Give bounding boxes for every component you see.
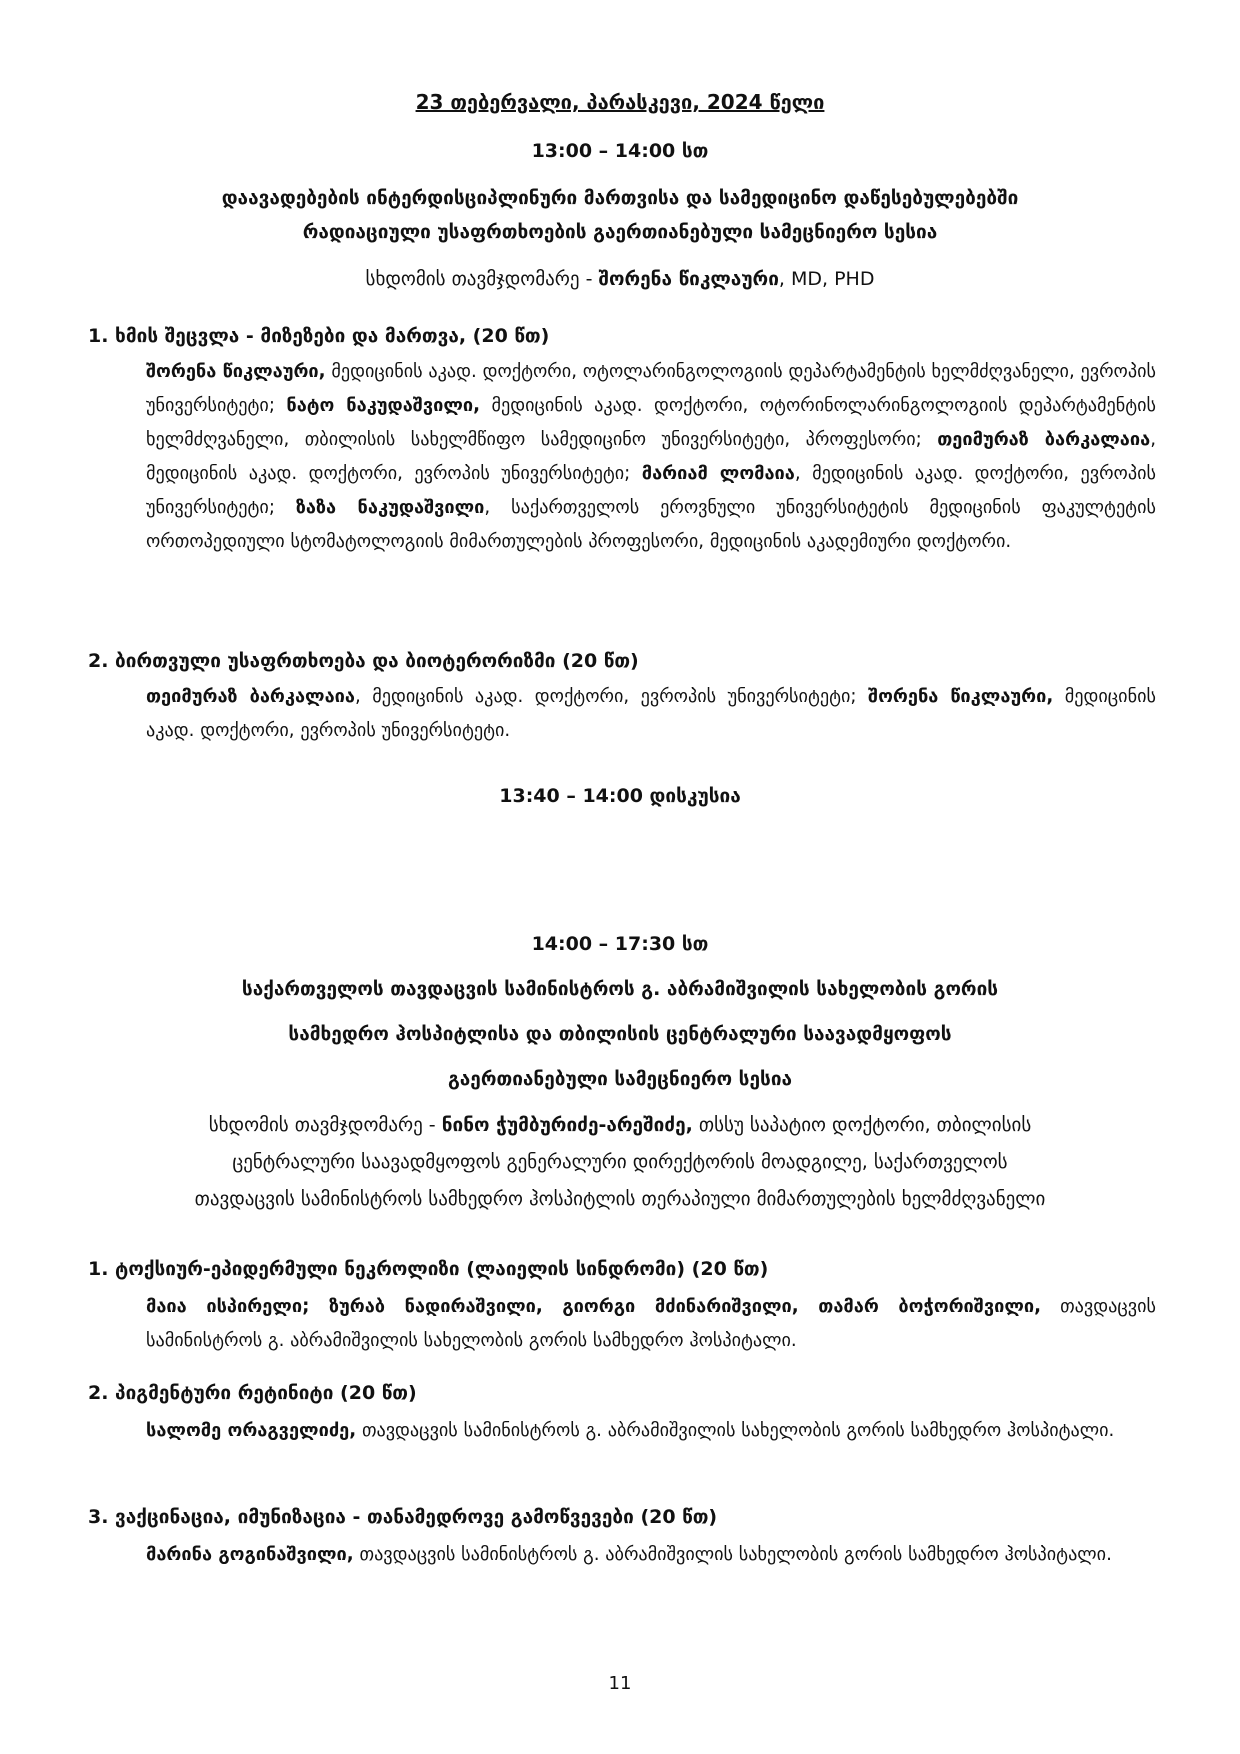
chair-prefix: სხდომის თავმჯდომარე - bbox=[365, 268, 599, 290]
session2-item2-title: 2. პიგმენტური რეტინიტი (20 წთ) bbox=[88, 1382, 417, 1404]
speaker-name: მაია ისპირელი; ზურაბ ნადირაშვილი, გიორგი მძინარიშვილი, თამარ ბოჭორიშვილი, bbox=[146, 1296, 1042, 1317]
speaker-name: თეიმურაზ ბარკალაია bbox=[937, 429, 1151, 450]
chair-name: შორენა წიკლაური bbox=[598, 268, 779, 290]
session1-item1-title: 1. ხმის შეცვლა - მიზეზები და მართვა, (20 წთ) bbox=[88, 325, 550, 347]
speaker-name: შორენა წიკლაური, bbox=[146, 361, 326, 382]
session1-item2-body bbox=[146, 680, 1156, 748]
speaker-affiliation: , მედიცინის აკად. დოქტორი, ევროპის უნივერსიტეტი; bbox=[146, 429, 1156, 484]
speaker-name: სალომე ორაგველიძე, bbox=[146, 1420, 357, 1441]
speaker-affiliation: , მედიცინის აკად. დოქტორი, ევროპის უნივერსიტეტი; bbox=[146, 463, 1156, 518]
session2-title-line2: სამხედრო ჰოსპიტლისა და თბილისის ცენტრალური საავადმყოფოს bbox=[288, 1023, 952, 1045]
date-heading: 23 თებერვალი, პარასკევი, 2024 წელი bbox=[415, 90, 825, 114]
speaker-name: ზაზა ნაკუდაშვილი bbox=[295, 497, 485, 518]
session2-item3-body bbox=[146, 1538, 1156, 1572]
chair-suffix: თსსუ საპატიო დოქტორი, თბილისის bbox=[692, 1114, 1032, 1136]
session1-title-line1: დაავადებების ინტერდისციპლინური მართვისა და სამედიცინო დაწესებულებებში bbox=[221, 187, 1019, 209]
speaker-affiliation: თავდაცვის სამინისტროს გ. აბრამიშვილის სახელობის გორის სამხედრო ჰოსპიტალი. bbox=[146, 1296, 1156, 1351]
session2-title-line3: გაერთიანებული სამეცნიერო სესია bbox=[447, 1068, 793, 1090]
speaker-name: შორენა წიკლაური, bbox=[868, 686, 1054, 707]
speaker-name: თეიმურაზ ბარკალაია bbox=[146, 686, 355, 707]
session2-time: 14:00 – 17:30 სთ bbox=[531, 933, 709, 955]
session1-discussion: 13:40 – 14:00 დისკუსია bbox=[499, 785, 741, 807]
speaker-affiliation: თავდაცვის სამინისტროს გ. აბრამიშვილის სახელობის გორის სამხედრო ჰოსპიტალი. bbox=[356, 1420, 1115, 1441]
speaker-name: ნატო ნაკუდაშვილი, bbox=[286, 395, 481, 416]
speaker-affiliation: , მედიცინის აკად. დოქტორი, ევროპის უნივერსიტეტი; bbox=[354, 686, 869, 707]
session2-title-line1: საქართველოს თავდაცვის სამინისტროს გ. აბრამიშვილის სახელობის გორის bbox=[241, 978, 999, 1000]
session2-item1-title: 1. ტოქსიურ-ეპიდერმული ნეკროლიზი (ლაიელის სინდრომი) (20 წთ) bbox=[88, 1258, 769, 1280]
session1-time: 13:00 – 14:00 სთ bbox=[531, 140, 709, 162]
chair-name: ნინო ჭუმბურიძე-არეშიძე, bbox=[441, 1114, 693, 1136]
session1-item1-body bbox=[146, 355, 1156, 559]
speaker-affiliation: მედიცინის აკად. დოქტორი, ოტორინოლარინგოლოგიის დეპარტამენტის ხელმძღვანელი, თბილისის სახელმწიფო სამედიცინო უნივერსიტეტი, პროფესორი; bbox=[146, 395, 1157, 450]
speaker-affiliation: მედიცინის აკად. დოქტორი, ევროპის უნივერსიტეტი. bbox=[146, 686, 1156, 741]
session2-item2-body bbox=[146, 1414, 1156, 1448]
speaker-name: მარიამ ლომაია bbox=[641, 463, 795, 484]
page-number: 11 bbox=[608, 1673, 632, 1694]
session2-chair-line3: თავდაცვის სამინისტროს სამხედრო ჰოსპიტლის თერაპიული მიმართულების ხელმძღვანელი bbox=[194, 1188, 1046, 1210]
session2-chair-line2: ცენტრალური საავადმყოფოს გენერალური დირექტორის მოადგილე, საქართველოს bbox=[232, 1151, 1008, 1173]
session1-title-line2: რადიაციული უსაფრთხოების გაერთიანებული სამეცნიერო სესია bbox=[302, 221, 938, 243]
chair-prefix: სხდომის თავმჯდომარე - bbox=[208, 1114, 442, 1136]
session1-item2-title: 2. ბირთვული უსაფრთხოება და ბიოტერორიზმი (20 წთ) bbox=[88, 650, 639, 672]
speaker-affiliation: , საქართველოს ეროვნული უნივერსიტეტის მედიცინის ფაკულტეტის ორთოპედიული სტომატოლოგიის მიმართულების პროფესორი, მედიცინის აკადემიური დოქტორი. bbox=[146, 497, 1156, 552]
session1-chair bbox=[0, 268, 1240, 290]
session2-item1-body bbox=[146, 1290, 1156, 1358]
speaker-name: მარინა გოგინაშვილი, bbox=[146, 1544, 354, 1565]
session2-chair-line1 bbox=[0, 1114, 1240, 1136]
chair-suffix: , MD, PHD bbox=[778, 268, 875, 290]
speaker-affiliation: თავდაცვის სამინისტროს გ. აბრამიშვილის სახელობის გორის სამხედრო ჰოსპიტალი. bbox=[353, 1544, 1112, 1565]
speaker-affiliation: მედიცინის აკად. დოქტორი, ოტოლარინგოლოგიის დეპარტამენტის ხელმძღვანელი, ევროპის უნივერსიტეტი; bbox=[146, 361, 1157, 416]
session2-item3-title: 3. ვაქცინაცია, იმუნიზაცია - თანამედროვე გამოწვევები (20 წთ) bbox=[88, 1506, 718, 1528]
